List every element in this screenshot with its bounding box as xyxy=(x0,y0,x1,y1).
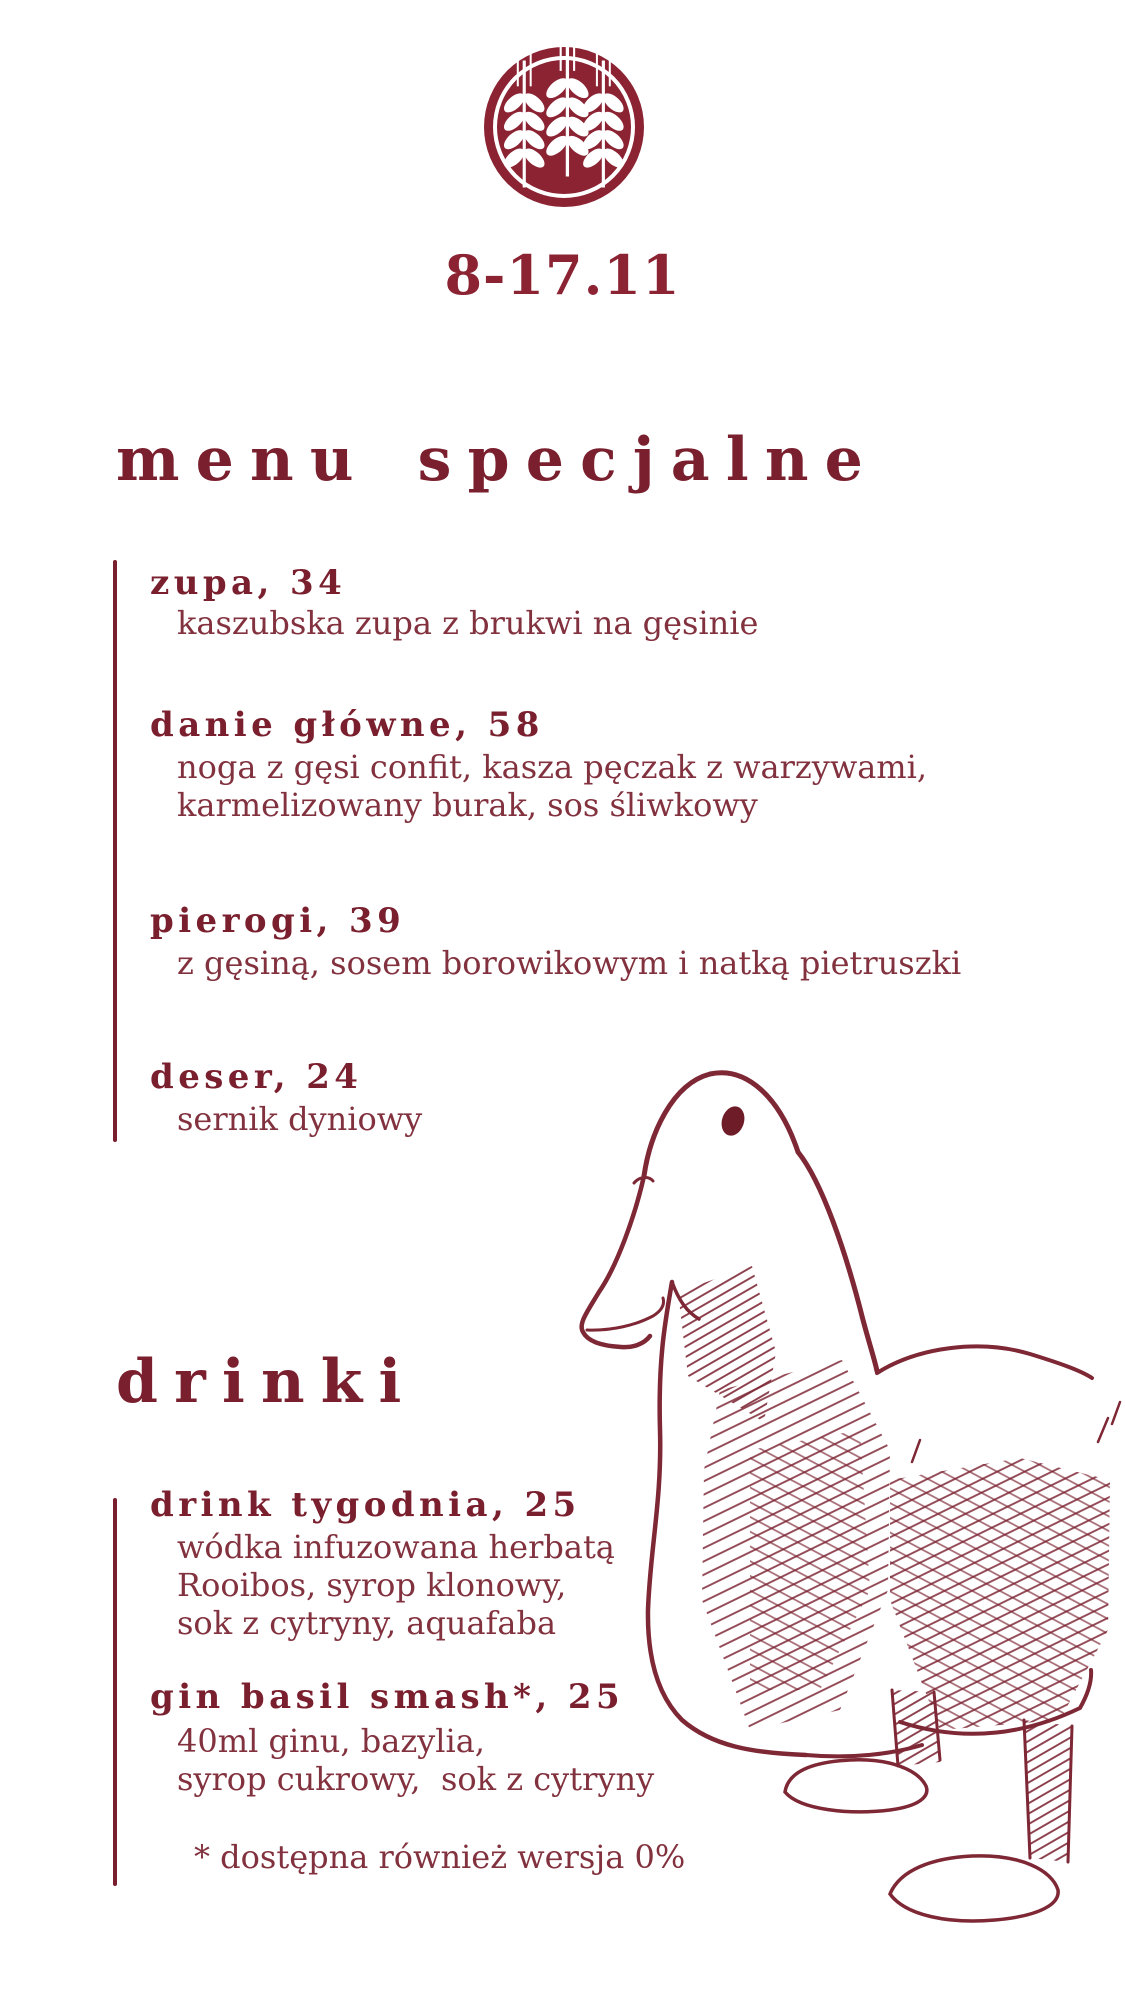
item-description-line: wódka infuzowana herbatą xyxy=(177,1528,615,1566)
goose-illustration xyxy=(420,1030,1125,1960)
item-description-line: sok z cytryny, aquafaba xyxy=(177,1604,557,1642)
item-name: deser, 24 xyxy=(150,1057,363,1097)
item-description-line: syrop cukrowy, sok z cytryny xyxy=(177,1760,655,1798)
item-description-line: kaszubska zupa z brukwi na gęsinie xyxy=(177,604,759,642)
section-rule xyxy=(113,560,117,1142)
item-description-line: noga z gęsi confit, kasza pęczak z warzywami, xyxy=(177,748,928,786)
item-description-line: z gęsiną, sosem borowikowym i natką pietruszki xyxy=(177,944,962,982)
section-title-menu-specjalne: menu specjalne xyxy=(116,425,880,495)
item-name: zupa, 34 xyxy=(150,563,347,603)
footnote: * dostępna również wersja 0% xyxy=(194,1838,686,1876)
item-description-line: Rooibos, syrop klonowy, xyxy=(177,1566,567,1604)
item-description-line: karmelizowany burak, sos śliwkowy xyxy=(177,786,758,824)
section-title-drinki: drinki xyxy=(116,1347,418,1417)
item-name: gin basil smash*, 25 xyxy=(150,1677,625,1717)
item-description-line: 40ml ginu, bazylia, xyxy=(177,1722,485,1760)
wheat-ears-logo-icon xyxy=(481,44,647,210)
item-description-line: sernik dyniowy xyxy=(177,1100,423,1138)
item-name: drink tygodnia, 25 xyxy=(150,1485,581,1525)
item-name: danie główne, 58 xyxy=(150,705,544,745)
item-name: pierogi, 39 xyxy=(150,901,406,941)
section-rule xyxy=(113,1498,117,1886)
date-range: 8-17.11 xyxy=(444,243,681,307)
